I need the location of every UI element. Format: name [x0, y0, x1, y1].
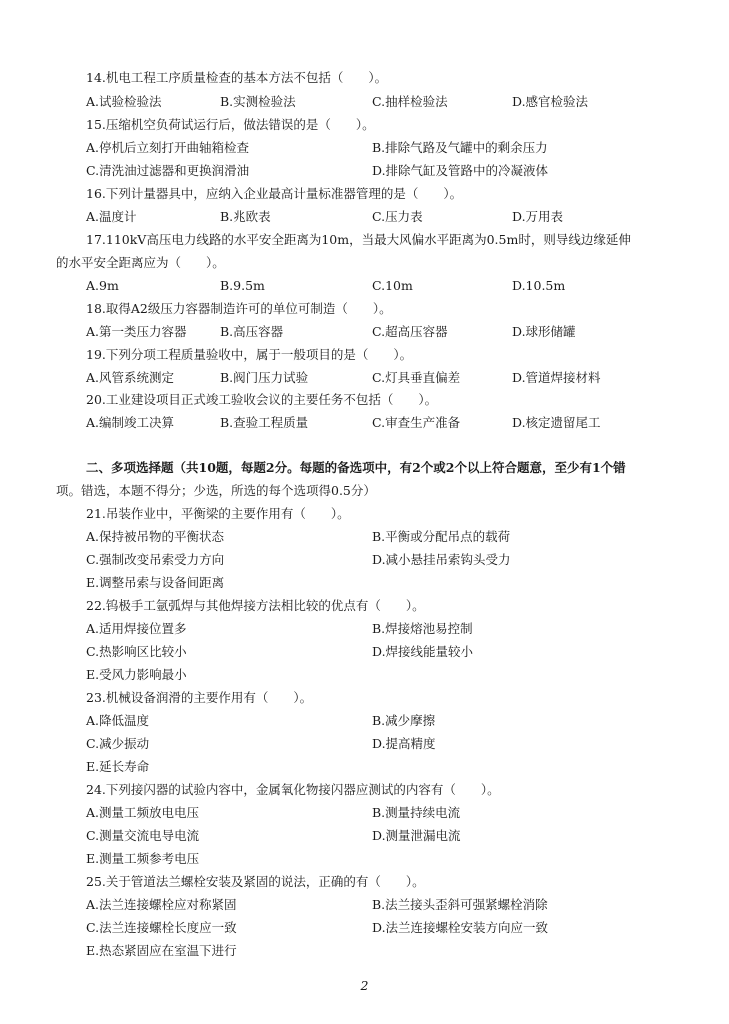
option-23d: D.提高精度 [372, 736, 436, 751]
option-25d: D.法兰连接螺栓安装方向应一致 [372, 920, 549, 935]
option-22b: B.焊接熔池易控制 [372, 621, 473, 636]
option-15d: D.排除气缸及管路中的冷凝液体 [372, 163, 549, 178]
question-17-line2: 的水平安全距离应为（ ）。 [56, 255, 225, 270]
option-22a: A.适用焊接位置多 [86, 621, 187, 636]
option-20c: C.审查生产准备 [372, 415, 461, 430]
option-14b: B.实测检验法 [220, 94, 296, 109]
option-14c: C.抽样检验法 [372, 94, 448, 109]
question-22: 22.钨极手工氩弧焊与其他焊接方法相比较的优点有（ ）。 [86, 598, 425, 613]
option-25b: B.法兰接头歪斜可强紧螺栓消除 [372, 897, 548, 912]
option-25e: E.热态紧固应在室温下进行 [86, 943, 237, 958]
option-17a: A.9m [86, 278, 119, 293]
option-22e: E.受风力影响最小 [86, 667, 187, 682]
option-24a: A.测量工频放电电压 [86, 805, 200, 820]
option-18b: B.高压容器 [220, 324, 284, 339]
option-19a: A.风管系统测定 [86, 370, 175, 385]
option-21a: A.保持被吊物的平衡状态 [86, 529, 225, 544]
option-25c: C.法兰连接螺栓长度应一致 [86, 920, 237, 935]
question-17-line1: 17.110kV高压电力线路的水平安全距离为10m，当最大风偏水平距离为0.5m时，则导线边缘延伸 [86, 232, 631, 247]
question-24: 24.下列接闪器的试验内容中，金属氧化物接闪器应测试的内容有（ ）。 [86, 782, 500, 797]
question-16: 16.下列计量器具中，应纳入企业最高计量标准器管理的是（ ）。 [86, 186, 463, 201]
question-25: 25.关于管道法兰螺栓安装及紧固的说法，正确的有（ ）。 [86, 874, 425, 889]
option-24c: C.测量交流电导电流 [86, 828, 200, 843]
page-number: 2 [360, 978, 369, 993]
option-24d: D.测量泄漏电流 [372, 828, 461, 843]
option-21d: D.减小悬挂吊索钩头受力 [372, 552, 511, 567]
option-21c: C.强制改变吊索受力方向 [86, 552, 225, 567]
option-19d: D.管道焊接材料 [512, 370, 601, 385]
option-20b: B.查验工程质量 [220, 415, 309, 430]
option-18d: D.球形储罐 [512, 324, 576, 339]
option-16b: B.兆欧表 [220, 209, 271, 224]
question-18: 18.取得A2级压力容器制造许可的单位可制造（ ）。 [86, 301, 392, 316]
question-15: 15.压缩机空负荷试运行后，做法错误的是（ ）。 [86, 117, 375, 132]
question-21: 21.吊装作业中，平衡梁的主要作用有（ ）。 [86, 506, 350, 521]
section-heading-line2: 项。错选，本题不得分；少选，所选的每个选项得0.5分） [56, 483, 376, 498]
option-17c: C.10m [372, 278, 413, 293]
option-16c: C.压力表 [372, 209, 423, 224]
option-17d: D.10.5m [512, 278, 566, 293]
option-17b: B.9.5m [220, 278, 265, 293]
option-14a: A.试验检验法 [86, 94, 162, 109]
question-19: 19.下列分项工程质量验收中，属于一般项目的是（ ）。 [86, 347, 413, 362]
option-22d: D.焊接线能量较小 [372, 644, 474, 659]
option-18a: A.第一类压力容器 [86, 324, 187, 339]
option-23c: C.减少振动 [86, 736, 150, 751]
option-21b: B.平衡或分配吊点的载荷 [372, 529, 511, 544]
option-16a: A.温度计 [86, 209, 137, 224]
option-19c: C.灯具垂直偏差 [372, 370, 461, 385]
option-20d: D.核定遗留尾工 [512, 415, 601, 430]
option-23a: A.降低温度 [86, 713, 150, 728]
question-20: 20.工业建设项目正式竣工验收会议的主要任务不包括（ ）。 [86, 392, 438, 407]
option-18c: C.超高压容器 [372, 324, 448, 339]
question-23: 23.机械设备润滑的主要作用有（ ）。 [86, 690, 313, 705]
option-21e: E.调整吊索与设备间距离 [86, 575, 225, 590]
section-heading-line1: 二、多项选择题（共10题，每题2分。每题的备选项中，有2个或2个以上符合题意，至少有1个错 [86, 460, 626, 475]
option-23b: B.减少摩擦 [372, 713, 436, 728]
option-25a: A.法兰连接螺栓应对称紧固 [86, 897, 237, 912]
question-14: 14.机电工程工序质量检查的基本方法不包括（ ）。 [86, 70, 388, 85]
option-16d: D.万用表 [512, 209, 564, 224]
option-15c: C.清洗油过滤器和更换润滑油 [86, 163, 250, 178]
option-23e: E.延长寿命 [86, 759, 150, 774]
option-15b: B.排除气路及气罐中的剩余压力 [372, 140, 548, 155]
option-19b: B.阀门压力试验 [220, 370, 309, 385]
option-24e: E.测量工频参考电压 [86, 851, 200, 866]
option-20a: A.编制竣工决算 [86, 415, 175, 430]
option-22c: C.热影响区比较小 [86, 644, 187, 659]
option-15a: A.停机后立刻打开曲轴箱检查 [86, 140, 250, 155]
option-14d: D.感官检验法 [512, 94, 589, 109]
option-24b: B.测量持续电流 [372, 805, 461, 820]
